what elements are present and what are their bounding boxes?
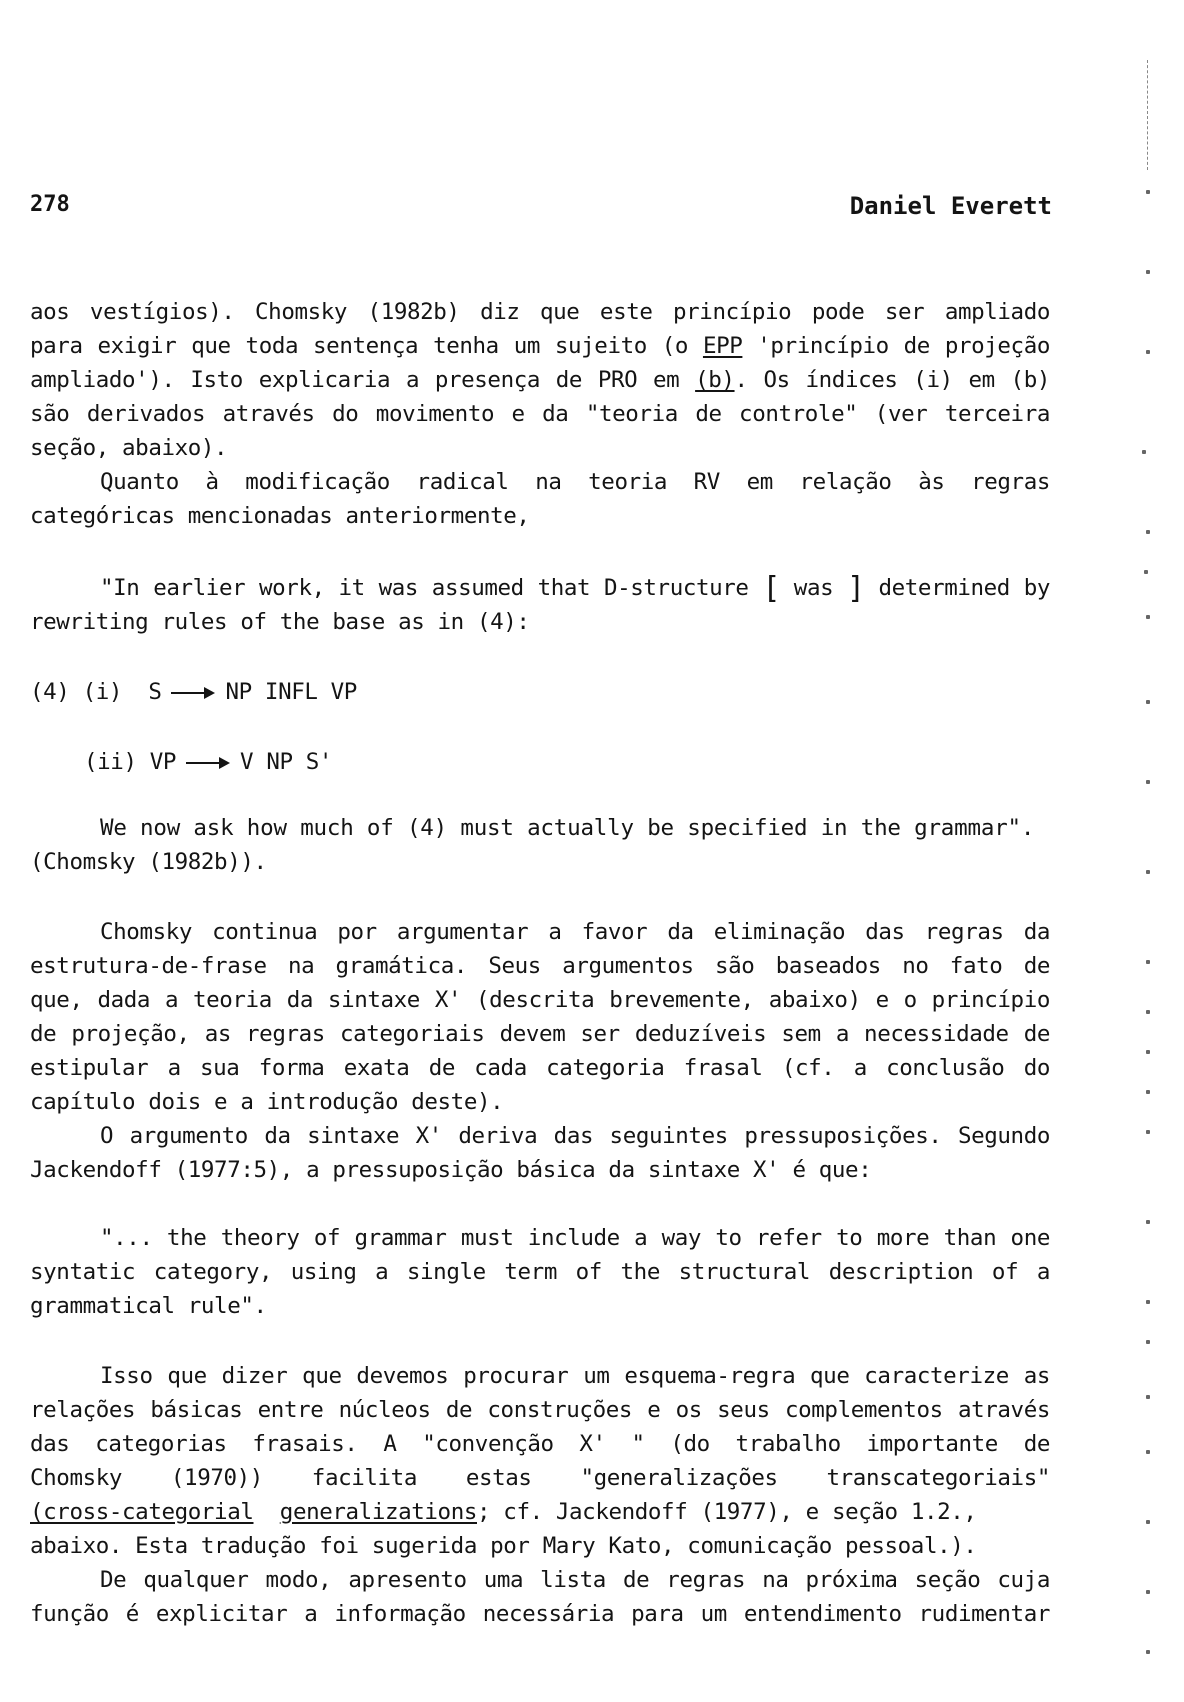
paragraph-1-line-2: para exigir que toda sentença tenha um sujeito (o EPP 'princípio de projeção	[30, 333, 1050, 359]
paragraph-2-line-2: categóricas mencionadas anteriormente,	[30, 503, 530, 529]
paragraph-5-line-3: das categorias frasais. A "convenção X' " (do trabalho importante de	[30, 1431, 1050, 1457]
cross-categorial-term: (cross-categorial	[30, 1499, 254, 1525]
quote-2-line-2: (Chomsky (1982b)).	[30, 849, 267, 875]
quote-3-line-2: syntatic category, using a single term of the structural description of a	[30, 1259, 1050, 1285]
paragraph-5-line-6: abaixo. Esta tradução foi sugerida por Mary Kato, comunicação pessoal.).	[30, 1533, 977, 1559]
paragraph-3-line-2: estrutura-de-frase na gramática. Seus argumentos são baseados no fato de	[30, 953, 1050, 979]
paragraph-1-line-5: seção, abaixo).	[30, 435, 228, 461]
rewrite-arrow-icon	[171, 686, 215, 700]
running-header-author: Daniel Everett	[849, 192, 1052, 220]
epp-term: EPP	[702, 333, 743, 359]
rule-4-ii: (ii) VP V NP S'	[84, 749, 333, 775]
paragraph-5-line-1: Isso que dizer que devemos procurar um esquema-regra que caracterize as	[100, 1363, 1050, 1389]
paragraph-1-line-3: ampliado'). Isto explicaria a presença de PRO em (b). Os índices (i) em (b)	[30, 367, 1050, 393]
paragraph-3-line-3: que, dada a teoria da sintaxe X' (descrita brevemente, abaixo) e o princípio	[30, 987, 1050, 1013]
paragraph-3-line-6: capítulo dois e a introdução deste).	[30, 1089, 504, 1115]
paragraph-5-line-2: relações básicas entre núcleos de construções e os seus complementos através	[30, 1397, 1050, 1423]
quote-3-line-3: grammatical rule".	[30, 1293, 267, 1319]
quote-2-line-1: We now ask how much of (4) must actually be specified in the grammar".	[100, 815, 1035, 841]
rewrite-arrow-icon	[186, 756, 230, 770]
example-b-ref: (b)	[695, 367, 735, 393]
rule-4-i: (4) (i) S NP INFL VP	[30, 679, 357, 705]
paragraph-6-line-2: função é explicitar a informação necessária para um entendimento rudimentar	[30, 1601, 1050, 1627]
paragraph-3-line-5: estipular a sua forma exata de cada categoria frasal (cf. a conclusão do	[30, 1055, 1050, 1081]
paragraph-4-line-2: Jackendoff (1977:5), a pressuposição básica da sintaxe X' é que:	[30, 1157, 872, 1183]
paragraph-6-line-1: De qualquer modo, apresento uma lista de regras na próxima seção cuja	[100, 1567, 1050, 1593]
paragraph-1-line-4: são derivados através do movimento e da "teoria de controle" (ver terceira	[30, 401, 1050, 427]
page-number: 278	[30, 192, 70, 217]
paragraph-2-line-1: Quanto à modificação radical na teoria RV em relação às regras	[100, 469, 1050, 495]
paragraph-1-line-1: aos vestígios). Chomsky (1982b) diz que este princípio pode ser ampliado	[30, 299, 1050, 325]
paragraph-3-line-4: de projeção, as regras categoriais devem ser deduzíveis sem a necessidade de	[30, 1021, 1050, 1047]
margin-mark	[1146, 60, 1150, 170]
paragraph-5-line-4: Chomsky (1970)) facilita estas "generalizações transcategoriais"	[30, 1465, 1050, 1491]
generalizations-term: generalizations	[279, 1499, 477, 1525]
paragraph-3-line-1: Chomsky continua por argumentar a favor da eliminação das regras da	[100, 919, 1050, 945]
paragraph-4-line-1: O argumento da sintaxe X' deriva das seguintes pressuposições. Segundo	[100, 1123, 1050, 1149]
quote-3-line-1: "... the theory of grammar must include a way to refer to more than one	[100, 1225, 1050, 1251]
quote-1-line-1: "In earlier work, it was assumed that D-structure [ was ] determined by	[100, 571, 1051, 606]
quote-1-line-2: rewriting rules of the base as in (4):	[30, 609, 530, 635]
paragraph-5-line-5: (cross-categorial generalizations; cf. Jackendoff (1977), e seção 1.2.,	[30, 1499, 977, 1525]
